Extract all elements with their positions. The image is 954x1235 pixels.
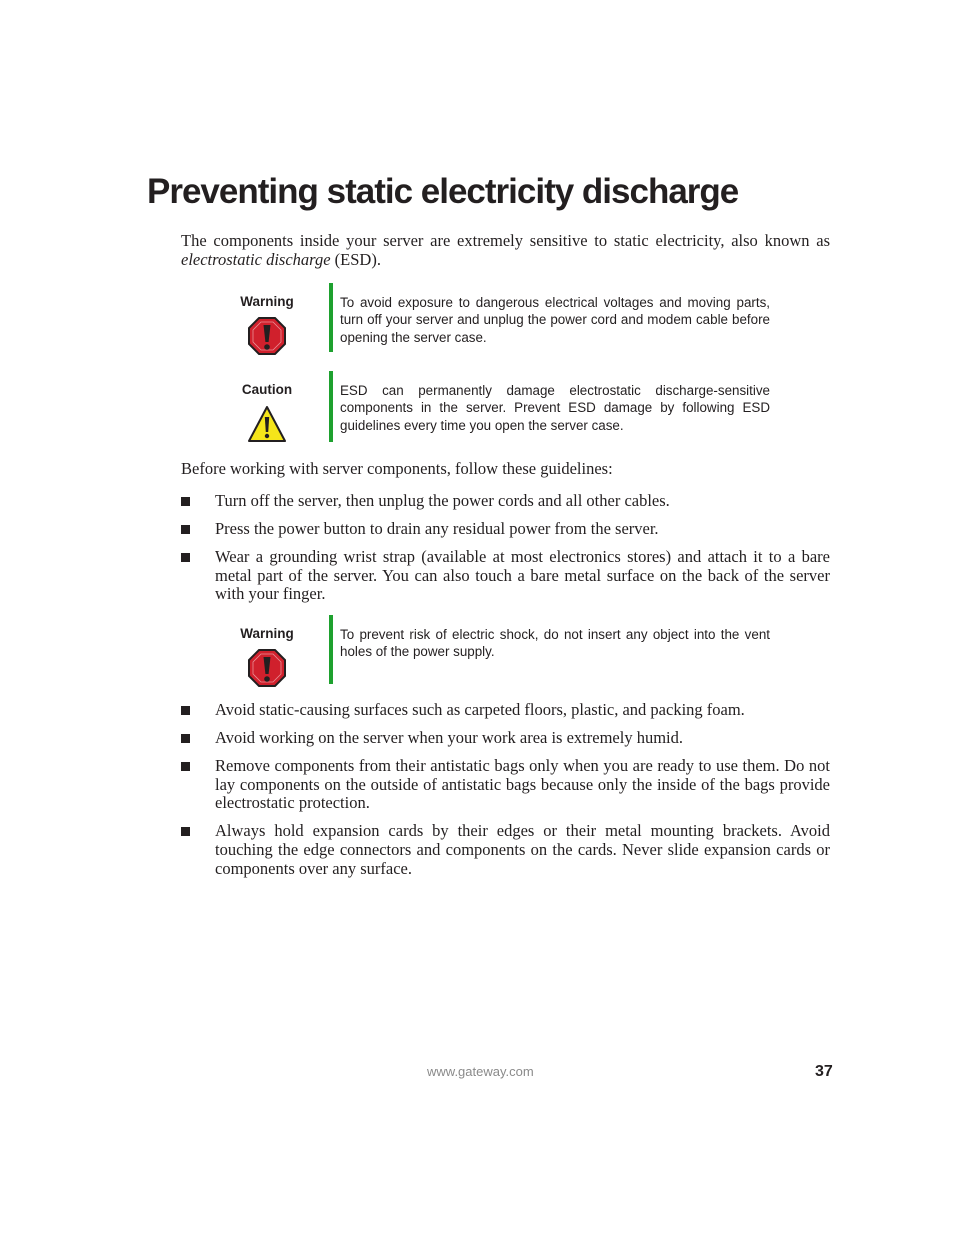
intro-paragraph (181, 232, 830, 269)
list-item (181, 492, 830, 511)
warning-stop-icon (247, 648, 287, 688)
bullet-square-icon (181, 734, 190, 743)
caution-text: ESD can permanently damage electrostatic discharge-sensitive components in the server. Prevent ESD damage by following ESD guidelines every time you open the server case. (340, 383, 770, 433)
list-item-text: Turn off the server, then unplug the power cords and all other cables. (215, 491, 670, 510)
page-number: 37 (815, 1063, 833, 1080)
intro-text-after: (ESD). (330, 249, 381, 269)
list-item (181, 729, 830, 748)
list-item (181, 757, 830, 813)
list-item-text: Wear a grounding wrist strap (available at most electronics stores) and attach it to a bare metal part of the server. You can also touch a bare metal surface on the back of the server with your finger. (215, 547, 830, 604)
caution-label: Caution (241, 382, 293, 397)
intro-text-before: The components inside your server are extremely sensitive to static electricity, also known as (181, 231, 830, 250)
page-title: Preventing static electricity discharge (147, 172, 739, 211)
list-item-text: Avoid working on the server when your work area is extremely humid. (215, 728, 683, 748)
bullet-square-icon (181, 706, 190, 715)
notice-divider (329, 371, 333, 442)
bullet-square-icon (181, 525, 190, 534)
warning-text: To prevent risk of electric shock, do not insert any object into the vent holes of the power supply. (340, 627, 770, 660)
guidelines-list (181, 492, 830, 613)
list-item (181, 520, 830, 539)
list-item-text: Always hold expansion cards by their edges or their metal mounting brackets. Avoid touching the edge connectors and components on the cards. Never slide expansion cards or components over any surface. (215, 821, 830, 878)
bullet-square-icon (181, 827, 190, 836)
warning-label: Warning (240, 626, 294, 641)
warning-text: To avoid exposure to dangerous electrical voltages and moving parts, turn off your server and unplug the power cord and modem cable before opening the server case. (340, 295, 770, 345)
list-item (181, 701, 830, 720)
notice-divider (329, 615, 333, 684)
warning-stop-icon (247, 316, 287, 356)
list-item-text: Press the power button to drain any residual power from the server. (215, 519, 659, 539)
caution-triangle-icon (247, 404, 287, 444)
bullet-square-icon (181, 553, 190, 562)
intro-term: electrostatic discharge (181, 249, 331, 269)
list-item (181, 548, 830, 604)
list-item-text: Remove components from their antistatic bags only when you are ready to use them. Do not lay components on the outside of antistatic bags because only the inside of the bags provide electrostatic protection. (215, 756, 830, 813)
guidelines-list-continued (181, 701, 830, 888)
list-item-text: Avoid static-causing surfaces such as carpeted floors, plastic, and packing foam. (215, 700, 745, 719)
guidelines-lead: Before working with server components, follow these guidelines: (181, 459, 613, 478)
notice-divider (329, 283, 333, 352)
bullet-square-icon (181, 762, 190, 771)
list-item (181, 822, 830, 878)
footer-url: www.gateway.com (427, 1064, 534, 1079)
bullet-square-icon (181, 497, 190, 506)
warning-label: Warning (240, 294, 294, 309)
